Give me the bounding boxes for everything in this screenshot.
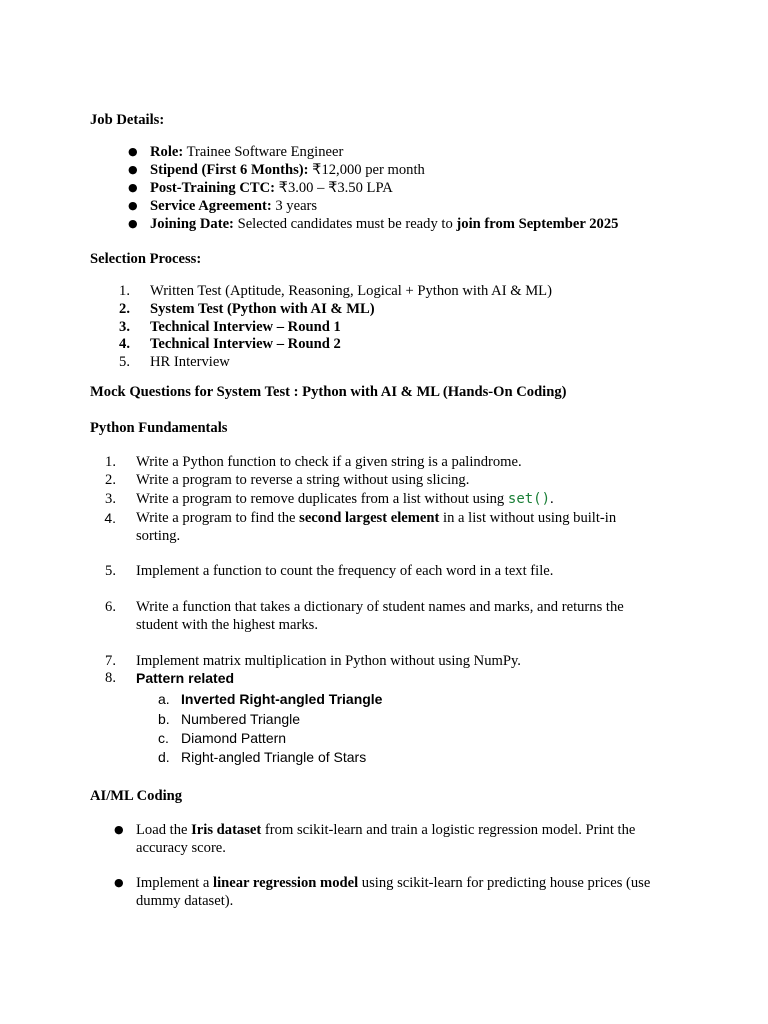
sub-list-letter: b. [158, 711, 170, 727]
list-item-continuation: accuracy score. [136, 840, 226, 856]
code-snippet: set() [507, 491, 551, 507]
list-item: Post-Training CTC: ₹3.00 – ₹3.50 LPA [150, 180, 393, 196]
bullet: ● [128, 163, 138, 176]
list-number: 4. [104, 510, 116, 526]
list-item: Role: Trainee Software Engineer [150, 144, 344, 160]
list-item: Pattern related [136, 670, 235, 686]
bullet: ● [128, 145, 138, 158]
list-item: Write a program to reverse a string without using slicing. [136, 472, 470, 488]
list-item: Technical Interview – Round 2 [150, 336, 341, 352]
bullet: ● [114, 823, 124, 836]
bullet: ● [128, 199, 138, 212]
list-item: Technical Interview – Round 1 [150, 319, 341, 335]
list-item: Stipend (First 6 Months): ₹12,000 per month [150, 162, 425, 178]
list-item: Joining Date: Selected candidates must be ready to join from September 2025 [150, 216, 619, 232]
list-item: Write a program to find the second largest element in a list without using built-in [136, 510, 617, 526]
list-number: 1. [119, 283, 130, 299]
list-number: 5. [105, 563, 116, 579]
list-item: Load the Iris dataset from scikit-learn and train a logistic regression model. Print the [136, 822, 636, 838]
sub-list-item: Right-angled Triangle of Stars [181, 749, 367, 765]
list-item: Write a Python function to check if a given string is a palindrome. [136, 454, 522, 470]
list-number: 7. [105, 653, 116, 669]
list-item: Implement a linear regression model using scikit-learn for predicting house prices (use [136, 875, 651, 891]
list-number: 6. [105, 599, 116, 615]
list-item: Written Test (Aptitude, Reasoning, Logical + Python with AI & ML) [150, 283, 552, 299]
python-fundamentals-heading: Python Fundamentals [90, 420, 228, 436]
list-item-continuation: sorting. [136, 528, 181, 544]
sub-list-item: Diamond Pattern [181, 730, 287, 746]
list-number: 1. [105, 454, 116, 470]
list-item: HR Interview [150, 354, 230, 370]
list-number: 4. [119, 336, 130, 352]
sub-list-item: Inverted Right-angled Triangle [181, 691, 383, 707]
sub-list-letter: d. [158, 749, 170, 765]
bullet: ● [128, 181, 138, 194]
list-item: System Test (Python with AI & ML) [150, 301, 375, 317]
list-item: Implement matrix multiplication in Python without using NumPy. [136, 653, 521, 669]
list-item-continuation: student with the highest marks. [136, 617, 318, 633]
list-number: 3. [105, 491, 116, 507]
job-details-heading: Job Details: [90, 112, 165, 128]
sub-list-letter: a. [158, 691, 170, 707]
mock-questions-heading: Mock Questions for System Test : Python with AI & ML (Hands-On Coding) [90, 384, 567, 400]
aiml-coding-heading: AI/ML Coding [90, 788, 183, 804]
list-number: 3. [119, 319, 130, 335]
bullet: ● [128, 217, 138, 230]
list-number: 2. [105, 472, 116, 488]
list-item: Write a function that takes a dictionary of student names and marks, and returns the [136, 599, 624, 615]
list-item-continuation: dummy dataset). [136, 893, 234, 909]
sub-list-item: Numbered Triangle [181, 711, 301, 727]
list-item: Service Agreement: 3 years [150, 198, 318, 214]
list-number: 5. [119, 354, 130, 370]
list-item: Implement a function to count the frequency of each word in a text file. [136, 563, 554, 579]
bullet: ● [114, 876, 124, 889]
sub-list-letter: c. [158, 730, 169, 746]
list-item: Write a program to remove duplicates from a list without using set(). [136, 491, 554, 507]
list-number: 8. [105, 670, 116, 686]
list-number: 2. [119, 301, 130, 317]
selection-process-heading: Selection Process: [90, 251, 202, 267]
